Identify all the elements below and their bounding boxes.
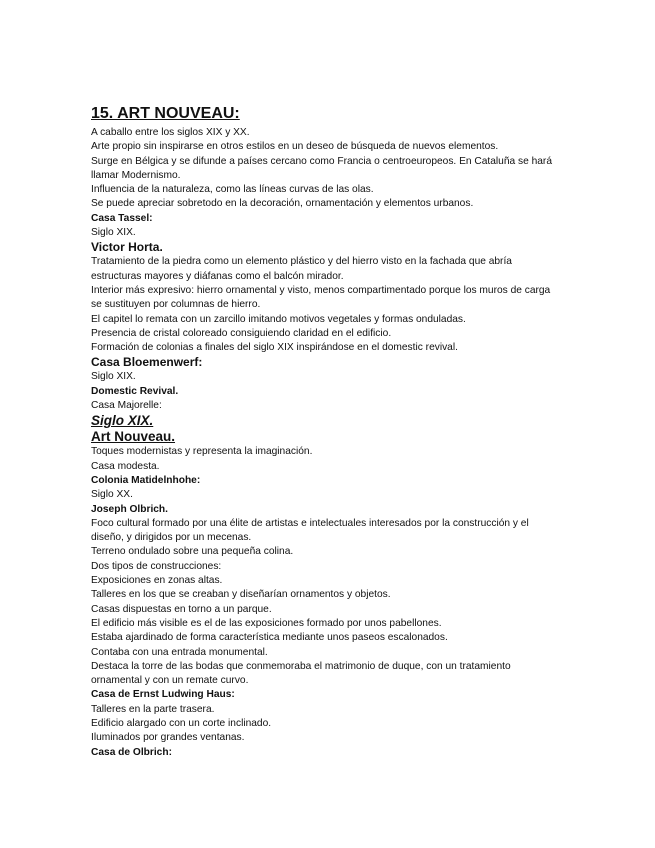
text-line: Interior más expresivo: hierro ornamental y visto, menos compartimentado porque los muros de carga se sustituyen por columnas de hierro.	[91, 284, 551, 311]
text-line: Siglo XIX.	[91, 371, 136, 383]
text-line: Casa Majorelle:	[91, 400, 162, 412]
text-line: Presencia de cristal coloreado consiguiendo claridad en el edificio.	[91, 327, 392, 339]
section-heading: Casa de Olbrich:	[91, 746, 172, 758]
text-line: Casa modesta.	[91, 460, 160, 472]
text-line: A caballo entre los siglos XIX y XX.	[91, 127, 250, 138]
section-heading: Joseph Olbrich.	[91, 503, 168, 515]
text-line: Foco cultural formado por una élite de artistas e intelectuales interesados por la construcción y el diseño, y dirigidos por un mecenas.	[91, 517, 529, 544]
text-line: Tratamiento de la piedra como un elemento plástico y del hierro visto en la fachada que abría estructuras mayores y diáfanas como el balcón mirador.	[91, 256, 512, 282]
text-line: Siglo XX.	[91, 489, 133, 501]
text-line: Iluminados por grandes ventanas.	[91, 732, 245, 744]
section-heading: Colonia Matidelnhohe:	[91, 474, 201, 486]
text-line: Exposiciones en zonas altas.	[91, 575, 223, 587]
text-line: Se puede apreciar sobretodo en la decoración, ornamentación y elementos urbanos.	[91, 198, 474, 210]
text-line: Arte propio sin inspirarse en otros estilos en un deseo de búsqueda de nuevos elementos.	[91, 141, 499, 153]
text-line: Terreno ondulado sobre una pequeña colina.	[91, 546, 294, 558]
text-line: Talleres en los que se creaban y diseñarían ornamentos y objetos.	[91, 589, 391, 601]
text-line: Siglo XIX.	[91, 227, 136, 239]
text-line: Toques modernistas y representa la imaginación.	[91, 446, 313, 458]
section-heading: Siglo XIX.	[91, 413, 154, 429]
document-body	[91, 104, 561, 760]
text-line: Surge en Bélgica y se difunde a países cercano como Francia o centroeuropeos. En Cataluña se hará llamar Modernismo.	[91, 155, 552, 181]
text-line: Estaba ajardinado de forma característica mediante unos paseos escalonados.	[91, 632, 448, 644]
text-line: El capitel lo remata con un zarcillo imitando motivos vegetales y formas onduladas.	[91, 313, 466, 325]
text-line: Dos tipos de construcciones:	[91, 560, 222, 572]
text-line: Edificio alargado con un corte inclinado.	[91, 717, 272, 729]
text-line: Talleres en la parte trasera.	[91, 703, 215, 715]
text-line: Destaca la torre de las bodas que conmemoraba el matrimonio de duque, con un tratamiento ornamental y con un remate curvo.	[91, 660, 511, 687]
document-lines	[91, 126, 561, 760]
text-line: Casas dispuestas en torno a un parque.	[91, 603, 272, 615]
section-heading: Art Nouveau.	[91, 429, 176, 445]
text-line: Formación de colonias a finales del siglo XIX inspirándose en el domestic revival.	[91, 342, 458, 354]
document-title: 15. ART NOUVEAU:	[91, 105, 240, 122]
text-line: Influencia de la naturaleza, como las líneas curvas de las olas.	[91, 184, 374, 196]
section-heading: Casa de Ernst Ludwing Haus:	[91, 689, 235, 701]
section-heading: Domestic Revival.	[91, 385, 179, 397]
section-heading: Victor Horta.	[91, 240, 163, 255]
section-heading: Casa Tassel:	[91, 212, 153, 224]
text-line: El edificio más visible es el de las exposiciones formado por unos pabellones.	[91, 617, 442, 629]
text-line: Contaba con una entrada monumental.	[91, 646, 268, 658]
section-heading: Casa Bloemenwerf:	[91, 355, 203, 370]
